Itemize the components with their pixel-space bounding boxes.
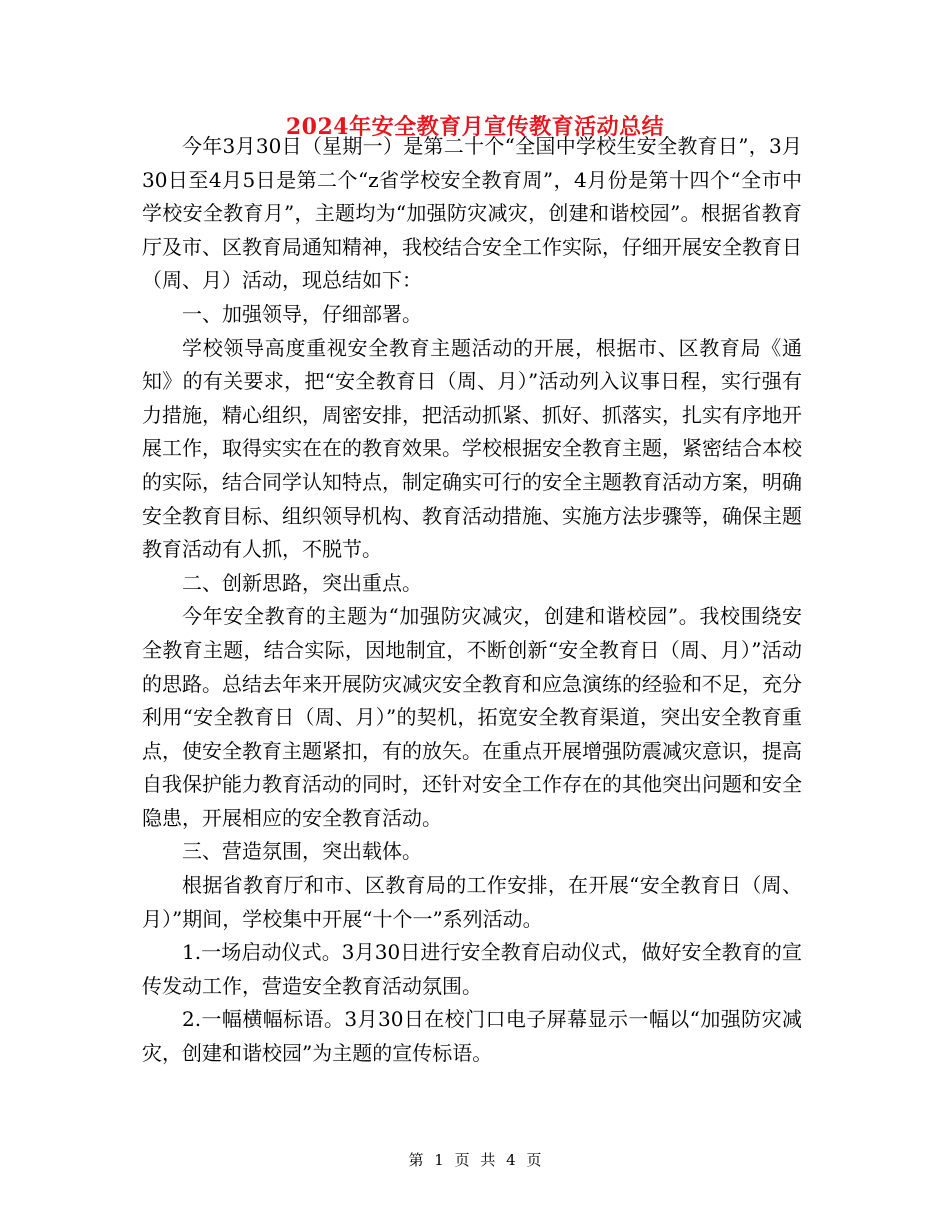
list-item-2: 2.一幅横幅标语。3月30日在校门口电子屏幕显示一幅以“加强防灾减灾，创建和谐校园”为主题的宣传标语。 xyxy=(142,1007,802,1066)
paragraph-section-2: 今年安全教育的主题为“加强防灾减灾，创建和谐校园”。我校围绕安全教育主题，结合实际，因地制宜，不断创新“安全教育日（周、月）”活动的思路。总结去年来开展防灾减灾安全教育和应急演练的经验和不足，充分利用“安全教育日（周、月）”的契机，拓宽安全教育渠道，突出安全教育重点，使安全教育主题紧扣，有的放矢。在重点开展增强防震减灾意识，提高自我保护能力教育活动的同时，还针对安全工作存在的其他突出问题和安全隐患，开展相应的安全教育活动。 xyxy=(142,604,802,830)
document-body xyxy=(142,130,802,1071)
section-heading-3: 三、营造氛围，突出载体。 xyxy=(182,839,422,864)
section-heading-1: 一、加强领导，仔细部署。 xyxy=(182,301,422,326)
paragraph-intro: 今年3月30日（星期一）是第二十个“全国中学校生安全教育日”，3月30日至4月5日是第二个“z省学校安全教育周”，4月份是第十四个“全市中学校安全教育月”，主题均为“加强防灾减灾，创建和谐校园”。根据省教育厅及市、区教育局通知精神，我校结合安全工作实际，仔细开展安全教育日（周、月）活动，现总结如下： xyxy=(142,134,802,293)
section-heading-2: 二、创新思路，突出重点。 xyxy=(182,570,422,595)
page-number-footer: 第 1 页 共 4 页 xyxy=(408,1151,542,1169)
paragraph-section-1: 学校领导高度重视安全教育主题活动的开展，根据市、区教育局《通知》的有关要求，把“安全教育日（周、月）”活动列入议事日程，实行强有力措施，精心组织，周密安排，把活动抓紧、抓好、抓落实，扎实有序地开展工作，取得实实在在的教育效果。学校根据安全教育主题，紧密结合本校的实际，结合同学认知特点，制定确实可行的安全主题教育活动方案，明确安全教育目标、组织领导机构、教育活动措施、实施方法步骤等，确保主题教育活动有人抓，不脱节。 xyxy=(142,335,802,562)
list-item-1: 1.一场启动仪式。3月30日进行安全教育启动仪式，做好安全教育的宣传发动工作，营造安全教育活动氛围。 xyxy=(142,940,802,998)
paragraph-section-3: 根据省教育厅和市、区教育局的工作安排，在开展“安全教育日（周、月）”期间，学校集中开展“十个一”系列活动。 xyxy=(142,873,802,931)
document-title: 2024年安全教育月宣传教育活动总结 xyxy=(285,114,665,140)
